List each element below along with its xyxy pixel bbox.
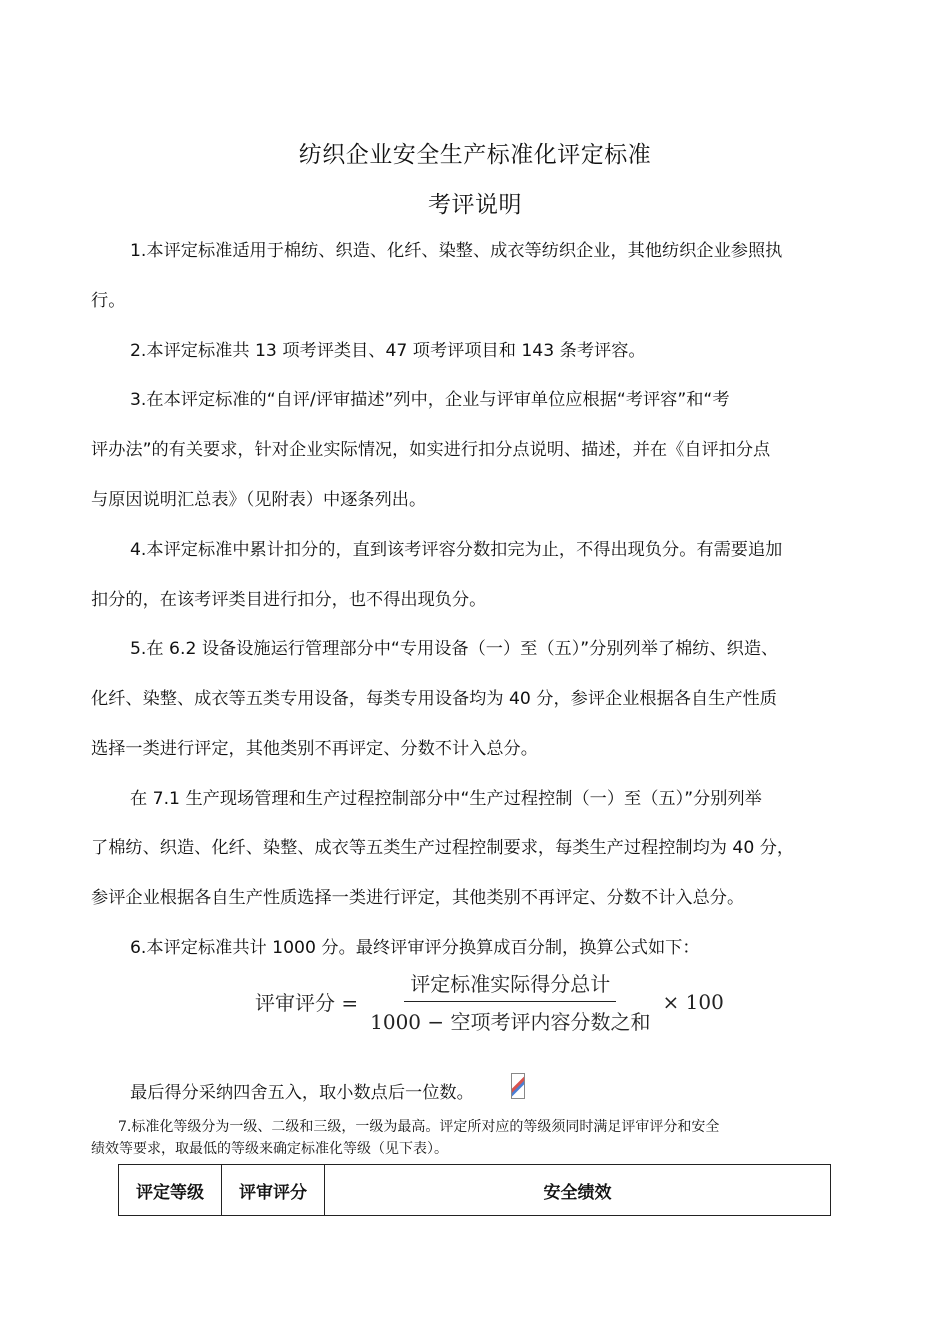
paragraph-line: 了棉纺、织造、化纤、染整、成衣等五类生产过程控制要求，每类生产过程控制均为 40 分，: [91, 838, 795, 858]
paragraph-line: 5.在 6.2 设备设施运行管理部分中“专用设备（一）至（五）”分别列举了棉纺、织造、: [130, 639, 779, 659]
paragraph-line: 6.本评定标准共计 1000 分。最终评审评分换算成百分制，换算公式如下：: [130, 938, 700, 958]
paragraph-line: 扣分的，在该考评类目进行扣分，也不得出现负分。: [91, 590, 487, 610]
paragraph-line: 1.本评定标准适用于棉纺、织造、化纤、染整、成衣等纺织企业，其他纺织企业参照执: [130, 241, 783, 261]
paragraph-line: 行。: [91, 291, 126, 311]
table-header-row: [119, 1165, 831, 1216]
table-header-cell: 评审评分: [222, 1165, 325, 1216]
paragraph-line: 2.本评定标准共 13 项考评类目、47 项考评项目和 143 条考评容。: [130, 341, 646, 361]
score-formula: [255, 968, 724, 1035]
paragraph-line: 与原因说明汇总表》（见附表）中逐条列出。: [91, 490, 427, 510]
document-subtitle: 考评说明: [428, 192, 522, 218]
paragraph-line: 3.在本评定标准的“自评/评审描述”列中，企业与评审单位应根据“考评容”和“考: [130, 390, 730, 410]
paragraph-line: 评办法”的有关要求，针对企业实际情况，如实进行扣分点说明、描述，并在《自评扣分点: [91, 440, 771, 460]
formula-denominator: 1000 − 空项考评内容分数之和: [370, 1010, 651, 1034]
paragraph-line: 参评企业根据各自生产性质选择一类进行评定，其他类别不再评定、分数不计入总分。: [91, 888, 745, 908]
paragraph-line: 在 7.1 生产现场管理和生产过程控制部分中“生产过程控制（一）至（五）”分别列举: [130, 789, 762, 809]
paragraph-line: 选择一类进行评定，其他类别不再评定、分数不计入总分。: [91, 739, 538, 759]
grade-table: [118, 1164, 831, 1216]
formula-multiplier: × 100: [662, 989, 724, 1014]
paragraph-line: 4.本评定标准中累计扣分的，直到该考评容分数扣完为止，不得出现负分。有需要追加: [130, 540, 783, 560]
paragraph-line: 7.标准化等级分为一级、二级和三级，一级为最高。评定所对应的等级须同时满足评审评分和安全: [118, 1119, 720, 1135]
embedded-object-icon: [511, 1073, 525, 1099]
table-header-cell: 评定等级: [119, 1165, 222, 1216]
paragraph-line: 化纤、染整、成衣等五类专用设备，每类专用设备均为 40 分，参评企业根据各自生产性质: [91, 689, 777, 709]
formula-fraction: [364, 968, 656, 1035]
paragraph-line: 绩效等要求，取最低的等级来确定标准化等级（见下表）。: [91, 1141, 448, 1157]
table-header-cell: 安全绩效: [325, 1165, 831, 1216]
document-title: 纺织企业安全生产标准化评定标准: [298, 142, 652, 168]
paragraph-line: 最后得分采纳四舍五入，取小数点后一位数。: [130, 1083, 474, 1103]
formula-lhs: 评审评分 =: [255, 991, 359, 1015]
formula-numerator: 评定标准实际得分总计: [404, 968, 616, 1002]
